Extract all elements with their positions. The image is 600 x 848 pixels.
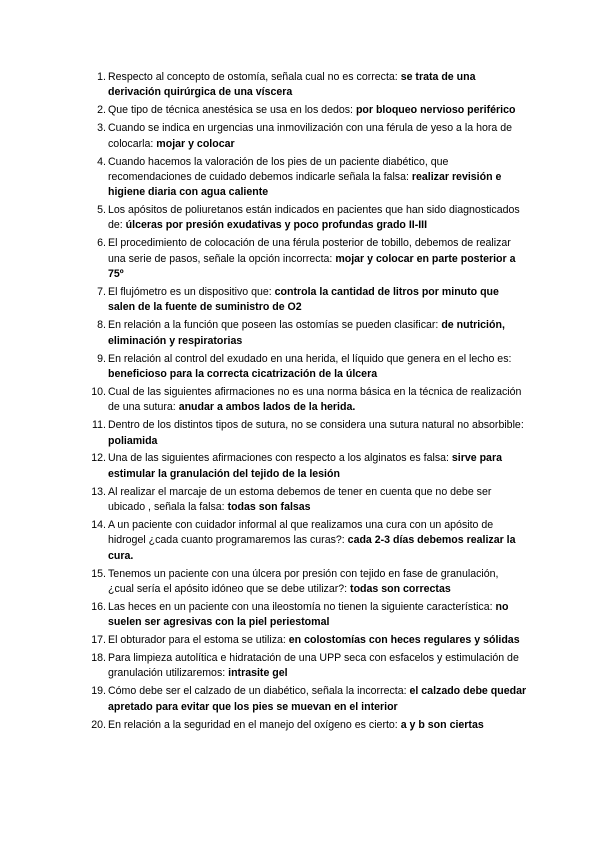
question-item <box>87 103 527 118</box>
question-text: Que tipo de técnica anestésica se usa en los dedos: <box>108 104 356 117</box>
question-number: 4. <box>97 155 106 168</box>
question-text: Cuando hacemos la valoración de los pies de un paciente diabético, que recomendaciones de cuidado debemos indicarle señala la falsa: <box>108 155 449 183</box>
question-text: Dentro de los distintos tipos de sutura, no se considera una sutura natural no absorbible: <box>108 419 524 432</box>
question-item <box>87 70 527 101</box>
question-item <box>87 121 527 152</box>
question-text: El obturador para el estoma se utiliza: <box>108 634 289 647</box>
question-item <box>87 567 527 598</box>
question-number: 18. <box>91 652 106 665</box>
question-answer: úlceras por presión exudativas y poco profundas grado II-III <box>125 219 428 232</box>
question-number: 10. <box>91 385 106 398</box>
question-number: 7. <box>97 286 106 299</box>
question-number: 14. <box>91 519 106 531</box>
question-item <box>87 203 527 234</box>
question-item <box>87 718 527 733</box>
question-item <box>87 352 527 383</box>
question-answer: se trata de una derivación quirúrgica de una víscera <box>108 71 476 99</box>
question-answer: poliamida <box>108 434 158 447</box>
question-number: 2. <box>97 104 106 117</box>
question-text: El flujómetro es un dispositivo que: <box>108 286 275 299</box>
question-answer: no suelen ser agresivas con la piel periestomal <box>108 600 509 629</box>
question-item <box>87 600 527 631</box>
question-answer: el calzado debe quedar apretado para evitar que los pies se muevan en el interior <box>108 685 527 713</box>
question-number: 13. <box>91 485 106 498</box>
question-text: En relación al control del exudado en una herida, el líquido que genera en el lecho es: <box>108 352 512 365</box>
question-answer: todas son correctas <box>350 582 451 595</box>
question-item <box>87 385 527 416</box>
question-answer: realizar revisión e higiene diaria con agua caliente <box>108 170 502 199</box>
question-answer: cada 2-3 días debemos realizar la cura. <box>108 534 516 562</box>
question-item <box>87 318 527 349</box>
question-answer: beneficioso para la correcta cicatrización de la úlcera <box>108 367 378 380</box>
question-text: Una de las siguientes afirmaciones con respecto a los alginatos es falsa: <box>108 452 452 465</box>
question-text: Las heces en un paciente con una ileostomía no tienen la siguiente característica: <box>108 600 496 613</box>
question-item <box>87 633 527 648</box>
question-text: Los apósitos de poliuretanos están indicados en pacientes que han sido diagnosticados de: <box>108 204 520 232</box>
question-answer: en colostomías con heces regulares y sólidas <box>288 634 520 647</box>
question-number: 8. <box>97 319 106 332</box>
question-text: Cual de las siguientes afirmaciones no es una norma básica en la técnica de realización de una sutura: <box>108 385 522 414</box>
question-number: 6. <box>97 237 106 250</box>
question-item <box>87 155 527 201</box>
question-text: En relación a la seguridad en el manejo del oxígeno es cierto: <box>108 718 401 731</box>
question-answer: mojar y colocar <box>156 137 235 150</box>
question-item <box>87 285 527 316</box>
question-number: 20. <box>91 718 106 731</box>
question-text: El procedimiento de colocación de una férula posterior de tobillo, debemos de realizar una serie de pasos, señale la opción incorrecta: <box>108 237 511 265</box>
question-item <box>87 236 527 282</box>
question-number: 3. <box>97 122 106 135</box>
question-answer: mojar y colocar en parte posterior a 75º <box>108 252 516 281</box>
question-answer: intrasite gel <box>228 667 288 680</box>
question-answer: sirve para estimular la granulación del tejido de la lesión <box>108 452 502 480</box>
question-number: 17. <box>91 634 106 647</box>
question-text: Al realizar el marcaje de un estoma debemos de tener en cuenta que no debe ser ubicado , señala la falsa: <box>108 485 492 514</box>
question-text: Cuando se indica en urgencias una inmovilización con una férula de yeso a la hora de colocarla: <box>108 122 513 150</box>
question-number: 12. <box>91 452 106 465</box>
question-text: Tenemos un paciente con una úlcera por presión con tejido en fase de granulación, ¿cual sería el apósito idóneo que se debe utilizar?: <box>108 567 499 595</box>
question-text: Respecto al concepto de ostomía, señala cual no es correcta: <box>108 71 401 83</box>
question-text: Para limpieza autolítica e hidratación de una UPP seca con esfacelos y estimulación de granulación utilizaremos: <box>108 652 519 680</box>
question-text: En relación a la función que poseen las ostomías se pueden clasificar: <box>108 319 442 332</box>
question-item <box>87 684 527 715</box>
question-number: 9. <box>97 352 106 365</box>
question-item <box>87 518 527 564</box>
question-text: A un paciente con cuidador informal al que realizamos una cura con un apósito de hidrogel ¿cada cuanto programaremos las curas?: <box>108 519 494 547</box>
question-text: Cómo debe ser el calzado de un diabético, señala la incorrecta: <box>108 685 410 698</box>
question-item <box>87 485 527 516</box>
question-answer: anudar a ambos lados de la herida. <box>178 401 356 414</box>
question-number: 1. <box>97 71 106 83</box>
question-number: 19. <box>91 685 106 698</box>
question-answer: a y b son ciertas <box>400 718 484 731</box>
question-number: 5. <box>97 204 106 217</box>
question-number: 11. <box>92 419 106 432</box>
question-list <box>87 70 527 736</box>
question-answer: todas son falsas <box>227 501 311 514</box>
question-item <box>87 651 527 682</box>
question-number: 15. <box>91 567 106 580</box>
question-number: 16. <box>91 600 106 613</box>
question-answer: controla la cantidad de litros por minuto que salen de la fuente de suministro de O2 <box>108 286 499 314</box>
question-item <box>87 451 527 482</box>
question-answer: por bloqueo nervioso periférico <box>355 104 516 117</box>
question-item <box>87 418 527 449</box>
question-answer: de nutrición, eliminación y respiratorias <box>108 319 505 347</box>
